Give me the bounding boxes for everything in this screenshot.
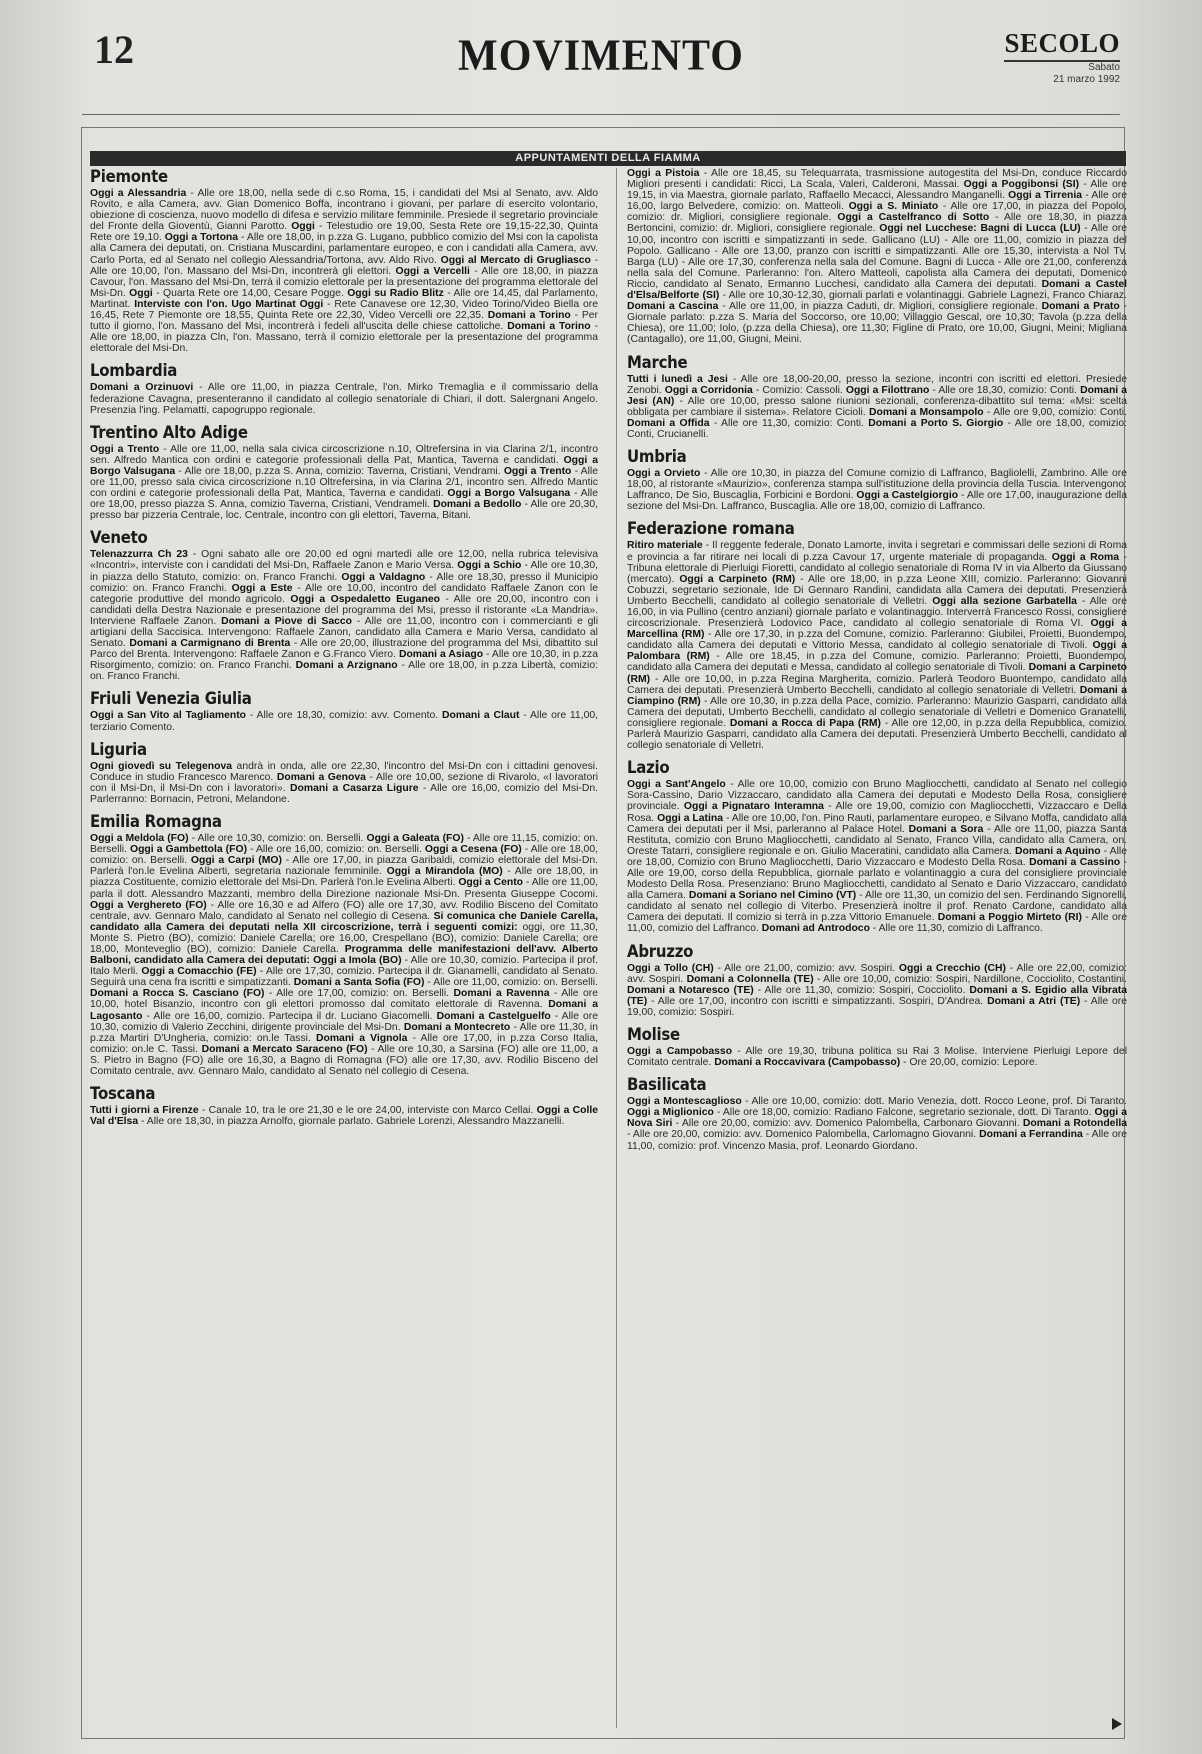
appointment-lead: Oggi a Pistoia xyxy=(627,168,700,179)
appointment-text: - Canale 10, tra le ore 21,30 e le ore 24,00, interviste con Marco Cellai. xyxy=(198,1105,534,1117)
appointment-lead: Domani a Torino xyxy=(487,310,571,322)
appointment-text: - Alle ore 11,15, comizio: on. Berselli. xyxy=(90,833,598,856)
appointment-lead: Oggi a Palombara (RM) xyxy=(627,640,1127,663)
region-body xyxy=(627,1046,1127,1068)
appointment-text: - Alle ore 11,00, in piazza Centrale, l'on. Mirko Tremaglia e il commissario della federazione Cavagna, presenteranno il candidato al collegio senatoriale di Chiari, il dott. Salergnani Angelo. Presenzia l'ing. Pelamatti, capogruppo regionale. xyxy=(90,382,598,416)
appointment-lead: Telenazzurra Ch 23 xyxy=(90,549,188,561)
appointment-text: - Comizio: Cassoli. xyxy=(752,384,843,396)
appointment-lead: Domani a Bedollo xyxy=(433,499,522,511)
region-body xyxy=(90,444,598,522)
appointment-text: - Alle ore 17,00, inaugurazione della sezione del Msi-Dn. Laffranco, Buscaglia. Alle ore 18,00, comizio di Laffranco. xyxy=(627,490,1127,513)
appointment-lead: Domani a Ferrandina xyxy=(979,1129,1083,1141)
appointment-lead: Oggi a Este xyxy=(231,582,293,594)
appointment-lead: Domani a Aquino xyxy=(1015,845,1101,857)
appointment-text: - Alle ore 10,00, in p.zza Regina Margherita, comizio. Parlerà Teodoro Buontempo, candidato alla Camera dei deputati. Presenzierà Umberto Becchelli, candidato al collegio senatoriale di Velletri. xyxy=(627,673,1127,696)
appointment-text: - Alle ore 18,00, comizio: Radiano Falcone, segretario sezionale, dott. Di Taranto. xyxy=(713,1107,1092,1119)
appointment-lead: Oggi su Radio Blitz xyxy=(347,287,444,299)
region-body xyxy=(90,382,598,415)
appointment-text: - Alle ore 11,00, presso sala civica circoscrizione n.10 Oltrefersina, in via Clarina 2/1, incontro sen. Alfredo Mantic con ordini e categorie professionali della Pat, Mantica, Taverna e candidati. xyxy=(90,465,598,500)
column-banner: APPUNTAMENTI DELLA FIAMMA xyxy=(90,151,1126,166)
appointment-text: - Giornale parlato: p.zza S. Maria del Soccorso, ore 10,00; Villaggio Gescal, ore 10,30; Tavola (p.zza della Chiesa), ore 11,00; Iolo, (p.zza della Chiesa), ore 11,30; Figline di Prato, ore 10,00, Giugni, Meini; Migliana (Cantagallo), ore 11,00, Giugni, Meini. xyxy=(627,301,1127,346)
appointment-text: - Alle ore 10,00, incontro con iscritti e simpatizzanti in sede. Gallicano (LU) - Alle ore 11,00, comizio in piazza del Popolo. Gallicano - Alle ore 13,00, pranzo con iscritti e simpatizzanti. Alle ore 15,30, intervista a Nol Tv. Barga (LU) - Alle ore 17,30, conferenza nella sala del Comune. Bagni di Lucca - Alle ore 21,00, conferenza nella sala del Comune. Parleranno: l'on. Altero Matteoli, capolista alla Camera dei deputati, Domenico Riccio, candidato al Senato, Ermanno Lucchesi, candidato alla Camera dei deputati. xyxy=(627,223,1127,290)
appointment-text: - Alle ore 10,00, l'on. Massano del Msi-Dn, incontrerà gli elettori. xyxy=(90,254,598,277)
appointment-text: - Alle ore 10,00, presso salone riunioni sezionali, conferenza-dibattito sul tema: «Msi: scelta obbligata per cambiare il sistema». Relatore Cicioli. xyxy=(627,395,1127,418)
appointment-text: - Alle ore 20,00, comizio: avv. Domenico Palombella, Carlomagno Giovanni. xyxy=(627,1129,977,1141)
newspaper-logo: SECOLO xyxy=(1004,28,1120,62)
appointment-text: - Alle ore 16,00, largo Belvedere, comizio: on. Matteoli. xyxy=(627,190,1127,213)
appointment-lead: Domani a Ciampino (RM) xyxy=(627,684,1127,707)
appointment-lead: Oggi a Tortona xyxy=(164,232,239,244)
appointment-lead: Oggi a Latina xyxy=(657,812,724,824)
appointment-lead: Oggi a Roma xyxy=(1051,551,1120,563)
appointment-text: - Alle ore 10,00, comizio: Sospiri, Nardillone, Cocciolito, Costantini. xyxy=(813,973,1127,985)
appointment-lead: Oggi a Colle Val d'Elsa xyxy=(90,1105,598,1128)
region-toscana xyxy=(90,1085,598,1127)
newspaper-brand xyxy=(1004,28,1120,86)
appointment-text: - Alle ore 18,00, in piazza Costituente, comizio elettorale del Msi-Dn. Parlerà l'on.le Evelina Alberti. xyxy=(90,866,598,889)
appointment-text: - Alle ore 11,00, terziario Comento. xyxy=(90,710,598,733)
appointment-lead: Oggi a Tirrenia xyxy=(1008,190,1083,202)
appointment-text: - Per tutto il giorno, l'on. Massano del Msi, incontrerà i fedeli all'uscita delle chiese cattoliche. xyxy=(90,310,598,333)
appointment-lead: Oggi alla sezione Garbatella xyxy=(932,595,1077,607)
region-body xyxy=(627,374,1127,441)
appointment-lead: Oggi a Trento xyxy=(90,443,160,455)
appointment-text: - Alle ore 10,30, in p.zza della Pace, comizio. Parleranno: Maurizio Gasparri, candidato alla Camera dei deputati, Umberto Becchelli, candidato al collegio senatoriale di Velletri e Domenico Granatelli, consigliere regionale. xyxy=(627,695,1127,729)
region-body xyxy=(627,1096,1127,1151)
region-heading: Trentino Alto Adige xyxy=(90,422,248,443)
appointment-text: - Alle ore 18,30, comizio: Conti. xyxy=(929,384,1078,396)
appointment-text: - Alle ore 10,00, sezione di Rivarolo, «I lavoratori con il Msi-Dn, il Msi-Dn con i lavoratori». xyxy=(90,771,598,794)
appointment-lead: Domani a Carmignano di Brenta xyxy=(129,638,291,650)
appointment-lead: Domani ad Antrodoco xyxy=(761,923,870,935)
page-number: 12 xyxy=(94,27,134,72)
appointment-text: - Alle ore 18,00, in p.zza Libertà, comizio: on. Franco Franchi. xyxy=(90,660,598,683)
region-heading: Molise xyxy=(627,1025,680,1045)
appointment-text: - Alle ore 10,30, in p.zza Risorgimento, comizio: on. Franco Franchi. xyxy=(90,649,598,672)
appointment-lead: Domani a Rotondella xyxy=(1022,1118,1127,1130)
region-body xyxy=(90,549,598,682)
appointment-text: - Alle ore 11,00, incontro con i commercianti e gli artigiani della Saccisica. Intervengono: Raffaele Zanon, candidato alla Camera e Mario Versa, candidato al Senato. xyxy=(90,615,598,650)
appointment-lead: Si comunica che Daniele Carella, candidato alla Camera dei deputati nella XII circoscrizione, terrà i seguenti comizi: xyxy=(90,910,598,933)
region-emilia-romagna xyxy=(90,813,598,1077)
appointment-text: - Alle ore 10,00, comizio: dott. Mario Venezia, dott. Rocco Leone, prof. Di Taranto. xyxy=(741,1096,1127,1108)
region-molise xyxy=(627,1026,1127,1068)
appointment-lead: Domani a Vignola xyxy=(315,1032,408,1044)
appointment-lead: Oggi a Castelfranco di Sotto xyxy=(837,212,990,224)
appointment-text: - Alle ore 17,00, comizio: on. Berselli. xyxy=(264,988,450,1000)
appointment-lead: Domani a Santa Sofia (FO) xyxy=(293,977,425,989)
appointment-text: andrà in onda, alle ore 22,30, l'incontro del Msi-Dn con i cittadini genovesi. Conduce in studio Francesco Marenco. xyxy=(90,760,598,783)
appointment-lead: Domani a Colonnella (TE) xyxy=(686,973,814,985)
appointment-text: - Alle ore 17,30, comizio. Partecipa il dr. Gianamelli, candidato al Senato. Seguirà una cena fra iscritti e simpatizzanti. xyxy=(90,966,598,989)
appointment-lead: Domani a Atri (TE) xyxy=(987,995,1081,1007)
issue-day: Sabato xyxy=(1088,62,1120,73)
appointment-lead: Oggi a Orvieto xyxy=(627,468,701,480)
appointment-text: - Alle ore 18,00, Comizio con Bruno Magliocchetti, Dario Vizzaccaro e Modesto Della Rosa. xyxy=(627,845,1127,868)
appointment-lead: Oggi a Valdagno xyxy=(341,571,426,583)
appointment-text: - Alle ore 10,30, a Sarsina (FO) alle ore 11,00, a S. Pietro in Bagno (FO) alle ore 16,30, a Bagno di Romagna (FO) alle ore 17,30, avv. Rodilio Bisceno del Comitato centrale, avv. Gennaro Malo, candidato al Senato nel collegio di Cesena. xyxy=(90,1043,598,1077)
appointment-text: - Alle ore 17,00, in p.zza Corso Italia, comizio: on.le C. Tassi. xyxy=(90,1032,598,1055)
appointment-lead: Domani a Torino xyxy=(507,321,591,333)
region-heading: Lombardia xyxy=(90,361,178,382)
page-header xyxy=(0,0,1202,115)
region-body xyxy=(90,833,598,1077)
appointment-text: - Alle ore 18,00, comizio: on. Berselli. xyxy=(90,844,598,867)
appointment-lead: Oggi a Sant'Angelo xyxy=(627,779,726,791)
appointment-lead: Oggi a Marcellina (RM) xyxy=(627,618,1127,641)
appointment-lead: Oggi a Montescaglioso xyxy=(627,1096,742,1108)
appointment-text: oggi, ore 11,30, Monte S. Pietro (BO), comizio: Daniele Carella; ore 16,00, Crespellano (BO), comizio: Daniele Carella; ore 18,00, Monteveglio (BO), comizio: Daniele Carella. xyxy=(90,921,598,955)
appointment-lead: Oggi a Nova Siri xyxy=(627,1107,1127,1130)
appointment-text: - Alle ore 18,00, in p.zza Leone XIII, comizio. Parleranno: Giovanni Cobuzzi, segretario sezionale, Ide Di Gennaro Randini, candidata alla Camera dei deputati. Presenzierà Umberto Becchelli, candidato al collegio senatoriale di Velletri. xyxy=(627,573,1127,607)
appointment-text: - Alle ore 11,00, comizio: prof. Vincenzo Masia, prof. Leonardo Giordano. xyxy=(627,1129,1127,1152)
column-divider xyxy=(616,168,617,1728)
appointment-lead: Domani a Carpineto (RM) xyxy=(627,662,1127,685)
appointment-text: - Quarta Rete ore 14,00, Cesare Pogge. xyxy=(152,287,344,299)
appointment-text: - Alle ore 11,30, in p.zza Martiri D'Ungheria, comizio: on.le Tassi. xyxy=(90,1021,598,1044)
appointment-text: - Alle ore 19,00, corso della Repubblica, giornale parlato e volantinaggio a cura del consigliere provinciale Modesto Della Rosa. Presenziano: Bruno Magliocchetti, candidato al Senato e Dario Vizzaccaro, candidato alla Camera. xyxy=(627,856,1127,902)
appointment-text: - Alle ore 18,00, p.zza S. Anna, comizio: Taverna, Cristiani, Vendrami. xyxy=(175,465,501,477)
appointment-text: - Alle ore 20,00, incontro con i candidati della Destra Nazionale e presentazione del programma del Msi, presso il ristorante «La Mandria». Interviene Raffaele Zanon. xyxy=(90,593,598,627)
appointment-lead: Oggi a Filottrano xyxy=(845,384,930,396)
region-body xyxy=(90,710,598,732)
appointment-text: - Il reggente federale, Donato Lamorte, invita i segretari e commissari delle sezioni di Roma e provincia a far ritirare nei locali di p.zza Cavour 17, urgente materiale di propaganda. xyxy=(627,540,1127,563)
appointment-text: - Alle ore 18,30, comizio: avv. Comento. xyxy=(246,710,439,722)
appointment-text: - Alle ore 18,00, in p.zza G. Lugano, pubblico comizio del Msi con la capolista alla Camera dei deputati, on. Cristiana Muscardini, parlamentare europeo, e con i candidati alla Camera, avv. Carlo Porta, ed al Senato nel collegio Alessandria/Tortona, avv. Aldo Rivo. xyxy=(90,232,598,266)
region-liguria xyxy=(90,741,598,805)
appointment-text: - Alle ore 17,00, in piazza Garibaldi, comizio elettorale del Msi-Dn. Parlerà l'on.le Evelina Alberti, segretaria nazionale femminile. xyxy=(90,855,598,878)
appointment-lead: Oggi a Cento xyxy=(458,877,524,889)
region-body xyxy=(90,1105,598,1127)
region-heading: Piemonte xyxy=(90,168,168,187)
appointment-lead: Oggi a San Vito al Tagliamento xyxy=(90,710,247,722)
appointment-text: - Tribuna elettorale di Pierluigi Fioretti, candidato al collegio senatoriale di Roma IV in via Alberto da Giussano (mercato). xyxy=(627,551,1127,585)
appointment-text: - Alle ore 18,00-20,00, presso la sezione, incontri con iscritti ed elettori. Presiede Zenobi. xyxy=(627,373,1127,396)
appointment-lead: Oggi a Trento xyxy=(503,465,572,477)
appointment-lead: Domani a Notaresco (TE) xyxy=(627,984,754,996)
appointment-text: - Alle ore 16,00, comizio: on. Berselli. xyxy=(247,844,422,856)
continue-arrow-icon xyxy=(1112,1718,1122,1730)
appointment-text: - Alle ore 18,45, in p.zza del Comune, comizio. Parleranno: Proietti, Buondempo, candidato alla Camera dei deputati e Messa, candidato al collegio senatoriale di Tivoli. xyxy=(627,651,1127,674)
appointment-lead: Domani a Prato xyxy=(1041,301,1120,313)
appointment-lead: Domani a S. Egidio alla Vibrata (TE) xyxy=(627,984,1127,1007)
appointment-lead: Oggi a Galeata (FO) xyxy=(366,833,464,845)
appointment-lead: Domani a Rocca di Papa (RM) xyxy=(729,717,881,729)
region-heading: Lazio xyxy=(627,758,670,779)
appointment-lead: Domani a Cassino xyxy=(1029,856,1121,868)
appointment-lead: Oggi al Mercato di Grugliasco xyxy=(440,254,591,266)
appointment-lead: Oggi a Corridonia xyxy=(664,384,753,396)
region-umbria xyxy=(627,448,1127,512)
appointment-lead: Oggi a Alessandria xyxy=(90,188,187,199)
appointment-text: - Alle ore 19,00, comizio con Magliocchetti, Vizzaccaro e Della Rosa. xyxy=(627,801,1127,824)
region-body xyxy=(627,168,1127,346)
appointment-text: - Alle ore 18,30, presso il Municipio comizio: on. Franco Franchi. xyxy=(90,571,598,594)
appointment-lead: Oggi a Mirandola (MO) xyxy=(386,866,503,878)
region-lombardia xyxy=(90,362,598,415)
appointment-lead: Domani a Monsampolo xyxy=(869,406,984,418)
region-piemonte xyxy=(90,168,598,354)
region-heading: Emilia Romagna xyxy=(90,812,222,833)
appointment-text: - Alle ore 20,00, comizio: avv. Domenico Palombella, Carbonaro Giovanni. xyxy=(672,1118,1020,1130)
appointment-lead: Domani a Lagosanto xyxy=(90,999,598,1022)
region-heading: Basilicata xyxy=(627,1075,707,1096)
appointment-lead: Oggi a Ospedaletto Euganeo xyxy=(290,593,440,605)
appointment-text: - Alle ore 18,45, su Telequarrata, trasmissione autogestita del Msi-Dn, conduce Riccardo Migliori presenti i candidati: Ricci, La Scala, Valeri, Calderoni, Massai. xyxy=(627,168,1127,191)
appointment-text: - Alle ore 10,30, comizio. Partecipa il prof. Italo Merli. xyxy=(90,955,598,978)
region-continued xyxy=(627,168,1127,346)
appointment-text: - Alle ore 18,00, comizio: Conti, Crucianelli. xyxy=(627,417,1127,440)
appointment-text: - Alle ore 16,30 e ad Alfero (FO) alle ore 17,30, avv. Rodilio Bisceno del Comitato centrale, avv. Gennaro Malo, candidato al Senato nel collegio di Cesena. xyxy=(90,899,598,922)
appointment-lead: Oggi a Poggibonsi (SI) xyxy=(963,179,1080,191)
appointment-text: - Alle ore 9,00, comizio: Conti. xyxy=(983,406,1127,418)
appointment-text: - Alle ore 18,00, in piazza Cavour, l'on. Massano del Msi-Dn, terrà il comizio elettorale per la presentazione del programma elettorale del Msi-Dn. xyxy=(90,265,598,299)
appointment-lead: Oggi xyxy=(299,298,324,310)
appointment-text: - Ogni sabato alle ore 20,00 ed ogni martedì alle ore 12,00, nella rubrica televisiva «Incontri», interviste con i candidati del Msi-Dn, Raffaele Zanon e Mario Versa. xyxy=(90,549,598,572)
region-heading: Abruzzo xyxy=(627,941,694,962)
appointment-text: - Telestudio ore 19,00, Sesta Rete ore 19,15-22,30, Quinta Rete ore 19,10. xyxy=(90,221,598,244)
appointment-lead: Oggi a Miglionico xyxy=(627,1107,714,1119)
appointment-text: - Alle ore 11,30, comizio di Laffranco. xyxy=(869,923,1043,935)
header-rule xyxy=(82,114,1120,115)
appointment-text: - Alle ore 11,30, comizio: Conti. xyxy=(709,417,864,429)
appointment-lead: Oggi nel Lucchese: Bagni di Lucca (LU) xyxy=(879,223,1081,235)
appointment-text: - Alle ore 11,00, in piazza Caduti, dr. Migliori, consigliere regionale. xyxy=(718,301,1038,313)
appointment-lead: Domani a Poggio Mirteto (RI) xyxy=(937,912,1082,924)
region-heading: Umbria xyxy=(627,447,687,468)
region-heading: Friuli Venezia Giulia xyxy=(90,689,252,710)
appointment-lead: Tutti i lunedì a Jesi xyxy=(627,373,728,385)
left-column xyxy=(90,168,598,1728)
appointment-text: - Alle ore 16,00, in via Pullino (centro anziani) giornale parlato e volantinaggio. Interverrà Francesco Rossi, consigliere circoscrizionale. Presenzierà Lodovico Pace, candidato al collegio senatoriale di Roma VI. xyxy=(627,595,1127,630)
appointment-lead: Oggi a Borgo Valsugana xyxy=(447,488,571,500)
region-abruzzo xyxy=(627,943,1127,1018)
region-heading: Marche xyxy=(627,352,688,373)
appointment-lead: Oggi a Carpi (MO) xyxy=(190,855,282,867)
appointment-text: - Rete Canavese ore 12,30, Video Torino/Video Biella ore 16,45, Rete 7 Piemonte ore 18,55, Quinta Rete ore 22,30, Video Vercelli ore 22,35. xyxy=(90,298,598,322)
appointment-text: - Alle ore 21,00, comizio: avv. Sospiri. xyxy=(713,962,896,974)
region-heading: Veneto xyxy=(90,528,148,549)
appointment-text: - Alle ore 19,15, in via Maestra, giornale parlato, Raffaello Mecacci, Alessandro Manganelli. xyxy=(627,179,1127,202)
appointment-lead: Oggi a Carpineto (RM) xyxy=(679,573,796,585)
region-heading: Liguria xyxy=(90,739,147,760)
region-trentino-alto-adige xyxy=(90,424,598,522)
appointment-lead: Domani a Ravenna xyxy=(453,988,550,1000)
appointment-text: - Alle ore 18,30, in piazza Bertoncini, comizio: dr. Migliori, consigliere regionale. xyxy=(627,212,1127,235)
appointment-text: - Alle ore 11,00, nella sala civica circoscrizione n.10, Oltrefersina in via Clarina 2/1, incontro sen. Alfredo Mantica con ordini e categorie professionali della Pat, Mantica, Taverna e candidati. xyxy=(90,443,598,466)
appointment-text: - Alle ore 19,00, comizio: Sospiri. xyxy=(627,995,1127,1018)
appointment-text: - Alle ore 11,30, un comizio del sen. Ferdinando Signorelli, candidato al senato nel collegio di Viterbo. Presenzierà inoltre il prof. Renato Cardone, candidato alla Camera dei deputati. Il comizio si terrà in p.zza Vittorio Emanuele. xyxy=(627,890,1127,924)
appointment-text: - Alle ore 18,00, presso piazza S. Anna, comizio Taverna, Cristiani, Vendrameli. xyxy=(90,488,598,511)
appointment-text: - Alle ore 11,00, piazza Santa Restituta, comizio con Bruno Magliocchetti, candidato al Senato, Franco Villa, candidato alla Camera, on. Oreste Tatarri, consigliere regionale e on. Giulio Maceratini, candidato alla Camera. xyxy=(627,823,1127,857)
appointment-text: - Alle ore 18,00, nella sede di c.so Roma, 15, i candidati del Msi al Senato, avv. Aldo Rovito, e alla Camera, avv. Gian Domenico Boffa, incontrano i giovani, per parlare di esercito volontario, obiezione di coscienza, nuovo modello di difesa e servizio militare femminile. Presiede il segretario provinciale del Fronte della Gioventù, Gianni Parotto. xyxy=(90,188,598,233)
region-basilicata xyxy=(627,1076,1127,1151)
issue-date: 21 marzo 1992 xyxy=(1053,74,1120,85)
section-title: MOVIMENTO xyxy=(458,31,744,81)
appointment-lead: Domani a Piove di Sacco xyxy=(221,615,353,627)
appointment-text: - Alle ore 10,00, incontro del candidato Raffaele Zanon con le categorie produttive del mondo agricolo. xyxy=(90,582,598,605)
appointment-lead: Domani a Sora xyxy=(908,823,984,835)
appointment-text: - Alle ore 18,00, in piazza Cln, l'on. Massano, terrà il comizio elettorale per la presentazione del programma elettorale del Msi-Dn. xyxy=(90,321,598,355)
appointment-lead: Domani a Casarza Ligure xyxy=(289,782,419,794)
appointment-lead: Domani a Castel d'Elsa/Belforte (SI) xyxy=(627,278,1127,302)
appointment-text: - Alle ore 11,00, comizio del Laffranco. xyxy=(627,912,1127,935)
region-body xyxy=(627,779,1127,934)
appointment-lead: Domani a Arzignano xyxy=(295,660,398,672)
appointment-text: - Alle ore 10,30, in piazza dello Statuto, comizio: on. Franco Franchi. xyxy=(90,560,598,583)
appointment-text: - Alle ore 10,30-12,30, giornali parlati e volantinaggi. Gabriele Lagnezi, Franco Chiaraz. xyxy=(719,290,1127,302)
appointment-lead: Domani a Genova xyxy=(276,771,366,783)
appointment-lead: Oggi a Borgo Valsugana xyxy=(90,454,598,477)
appointment-text: - Alle ore 20,30, presso bar pizzeria Centrale, loc. Centrale, incontro con gli elettori, Taverna, Bitani. xyxy=(90,499,598,522)
region-federazione-romana xyxy=(627,520,1127,751)
appointment-lead: Oggi xyxy=(291,221,315,233)
appointment-text: - Alle ore 19,30, tribuna politica su Rai 3 Molise. Interviene Pierluigi Lepore del Comitato centrale. xyxy=(627,1046,1127,1069)
appointment-text: - Alle ore 11,00, comizio: on. Berselli. xyxy=(424,977,598,989)
appointment-lead: Domani a Orzinuovi xyxy=(90,382,194,394)
appointment-text: - Alle ore 22,00, comizio: avv. Sospiri. xyxy=(627,962,1127,985)
appointment-lead: Domani a Montecreto xyxy=(403,1021,511,1033)
appointment-lead: Tutti i giorni a Firenze xyxy=(90,1105,199,1117)
region-body xyxy=(627,468,1127,512)
appointment-lead: Oggi a Castelgiorgio xyxy=(856,490,959,502)
appointment-lead: Oggi a Campobasso xyxy=(627,1046,733,1057)
appointment-text: - Alle ore 16,00, comizio. Partecipa il dr. Luciano Giacomelli. xyxy=(142,1010,433,1022)
appointment-lead: Oggi xyxy=(129,287,153,299)
appointment-lead: Domani a Claut xyxy=(442,710,520,722)
appointment-lead: Oggi a Gambettola (FO) xyxy=(130,844,248,856)
appointment-lead: Domani a Porto S. Giorgio xyxy=(868,417,1004,429)
appointment-text: - Alle ore 17,30, in p.zza del Comune, comizio. Parleranno: Giubilei, Proietti, Buondempo, candidato alla Camera dei deputati e Vittorio Messa, candidato al collegio senatoriale di Tivoli. xyxy=(627,629,1127,652)
appointment-lead: Domani a Roccavivara (Campobasso) xyxy=(714,1057,901,1069)
appointment-lead: Domani a Offida xyxy=(627,417,710,429)
appointment-text: - Alle ore 11,00, parla il dott. Alessandro Mazzanti, membro della Direzione nazionale Msi-Dn. Presenta Giuseppe Cocomi. xyxy=(90,877,598,900)
appointment-lead: Oggi a Comacchio (FE) xyxy=(141,966,257,978)
appointment-text: - Alle ore 17,00, incontro con iscritti e simpatizzanti. Sospiri, D'Andrea. xyxy=(647,995,984,1007)
appointment-text: - Alle ore 10,30, comizio: on. Berselli. xyxy=(188,833,364,845)
appointment-lead: Domani a Rocca S. Casciano (FO) xyxy=(90,988,265,1000)
appointment-text: - Alle ore 16,00, comizio del Msi-Dn. Parlerranno: Bornacin, Petroni, Melandone. xyxy=(90,782,598,805)
appointment-lead: Domani a Soriano nel Cimino (VT) xyxy=(688,890,857,902)
appointment-text: - Alle ore 10,00, hotel Bisanzio, incontro con gli elettori promosso dal comitato elettorale di Ravenna. xyxy=(90,988,598,1011)
appointment-lead: Oggi a S. Miniato xyxy=(848,201,939,213)
region-heading: Federazione romana xyxy=(627,519,795,540)
appointment-text: - Alle ore 14,45, dal Parlamento, Martinat. xyxy=(90,287,598,310)
appointment-lead: Ritiro materiale xyxy=(627,540,703,552)
appointment-text: - Alle ore 11,30, comizio: Sospiri, Cocciolito. xyxy=(753,984,966,996)
appointment-text: - Ore 20,00, comizio: Lepore. xyxy=(900,1057,1038,1069)
appointment-text: - Alle ore 20,00, illustrazione del programma del Msi, dibattito sul Parco del Brenta. Intervengono: Raffaele Zanon e G.Franco Viero. xyxy=(90,638,598,661)
appointment-lead: Domani a Mercato Saraceno (FO) xyxy=(201,1043,368,1055)
appointment-lead: Domani a Castelguelfo xyxy=(436,1010,551,1022)
appointment-lead: Programma delle manifestazioni dell'avv. Alberto Balboni, candidato alla Camera dei deputati: xyxy=(90,943,598,967)
region-heading: Toscana xyxy=(90,1084,156,1105)
region-body xyxy=(627,540,1127,751)
appointment-lead: Oggi a Tollo (CH) xyxy=(627,962,714,974)
region-body xyxy=(90,188,598,354)
region-friuli-venezia-giulia xyxy=(90,690,598,732)
region-lazio xyxy=(627,759,1127,934)
appointment-lead: Oggi a Vercelli xyxy=(395,265,470,277)
appointment-text: - Alle ore 18,30, in piazza Arnolfo, giornale parlato. Gabriele Lorenzi, Alessandro Mazzanelli. xyxy=(138,1116,565,1128)
appointment-lead: Oggi a Meldola (FO) xyxy=(90,833,189,845)
region-marche xyxy=(627,354,1127,441)
appointment-lead: Domani a Asiago xyxy=(398,649,484,661)
appointment-lead: Oggi a Verghereto (FO) xyxy=(90,899,207,911)
appointment-text: - Alle ore 17,00, in piazza del Popolo, comizio: dr. Migliori, consigliere regionale. xyxy=(627,201,1127,224)
region-veneto xyxy=(90,529,598,682)
appointment-lead: Ogni giovedì su Telegenova xyxy=(90,760,233,772)
appointment-lead: Oggi a Schio xyxy=(457,560,522,572)
appointment-lead: Interviste con l'on. Ugo Martinat xyxy=(134,298,296,310)
appointment-text: - Alle ore 10,30, in piazza del Comune comizio di Laffranco, Bagliolelli, Zambrino. Alle ore 18,00, al ristorante «Maurizio», conferenza stampa sull'istituzione della provincia della Tuscia. Intervengono: Laffranco, De Sio, Buscaglia, Forbicini e Bordoni. xyxy=(627,468,1127,502)
appointment-lead: Domani a Jesi (AN) xyxy=(627,384,1127,407)
appointment-text: - Alle ore 10,00, l'on. Pino Rauti, parlamentare europeo, e Silvano Moffa, candidato alla Camera dei deputati per il Msi, parleranno al Palace Hotel. xyxy=(627,812,1127,835)
appointment-lead: Oggi a Imola (BO) xyxy=(313,955,402,967)
region-body xyxy=(90,761,598,805)
appointment-lead: Domani a Cascina xyxy=(627,301,719,313)
appointment-text: - Alle ore 10,30, comizio di Valerio Zecchini, dirigente provinciale del Msi-Dn. xyxy=(90,1010,598,1033)
region-body xyxy=(627,963,1127,1018)
appointment-lead: Oggi a Cesena (FO) xyxy=(424,844,522,856)
appointment-text: - Alle ore 12,00, in p.zza della Repubblica, comizio. Parlerà Maurizio Gasparri, candidato alla Camera dei deputati. Presenzierà Umberto Becchelli, candidato al collegio senatoriale di Velletri. xyxy=(627,717,1127,752)
appointment-lead: Oggi a Crecchio (CH) xyxy=(898,962,1007,974)
right-column xyxy=(627,168,1127,1728)
appointment-text: - Alle ore 10,00, comizio con Bruno Magliocchetti, candidato al Senato nel collegio Sora-Cassino, Dario Vizzaccaro, candidato alla Camera dei deputati e Modesto Della Rosa, consigliere provinciale. xyxy=(627,779,1127,813)
appointment-lead: Oggi a Pignataro Interamna xyxy=(683,801,824,813)
